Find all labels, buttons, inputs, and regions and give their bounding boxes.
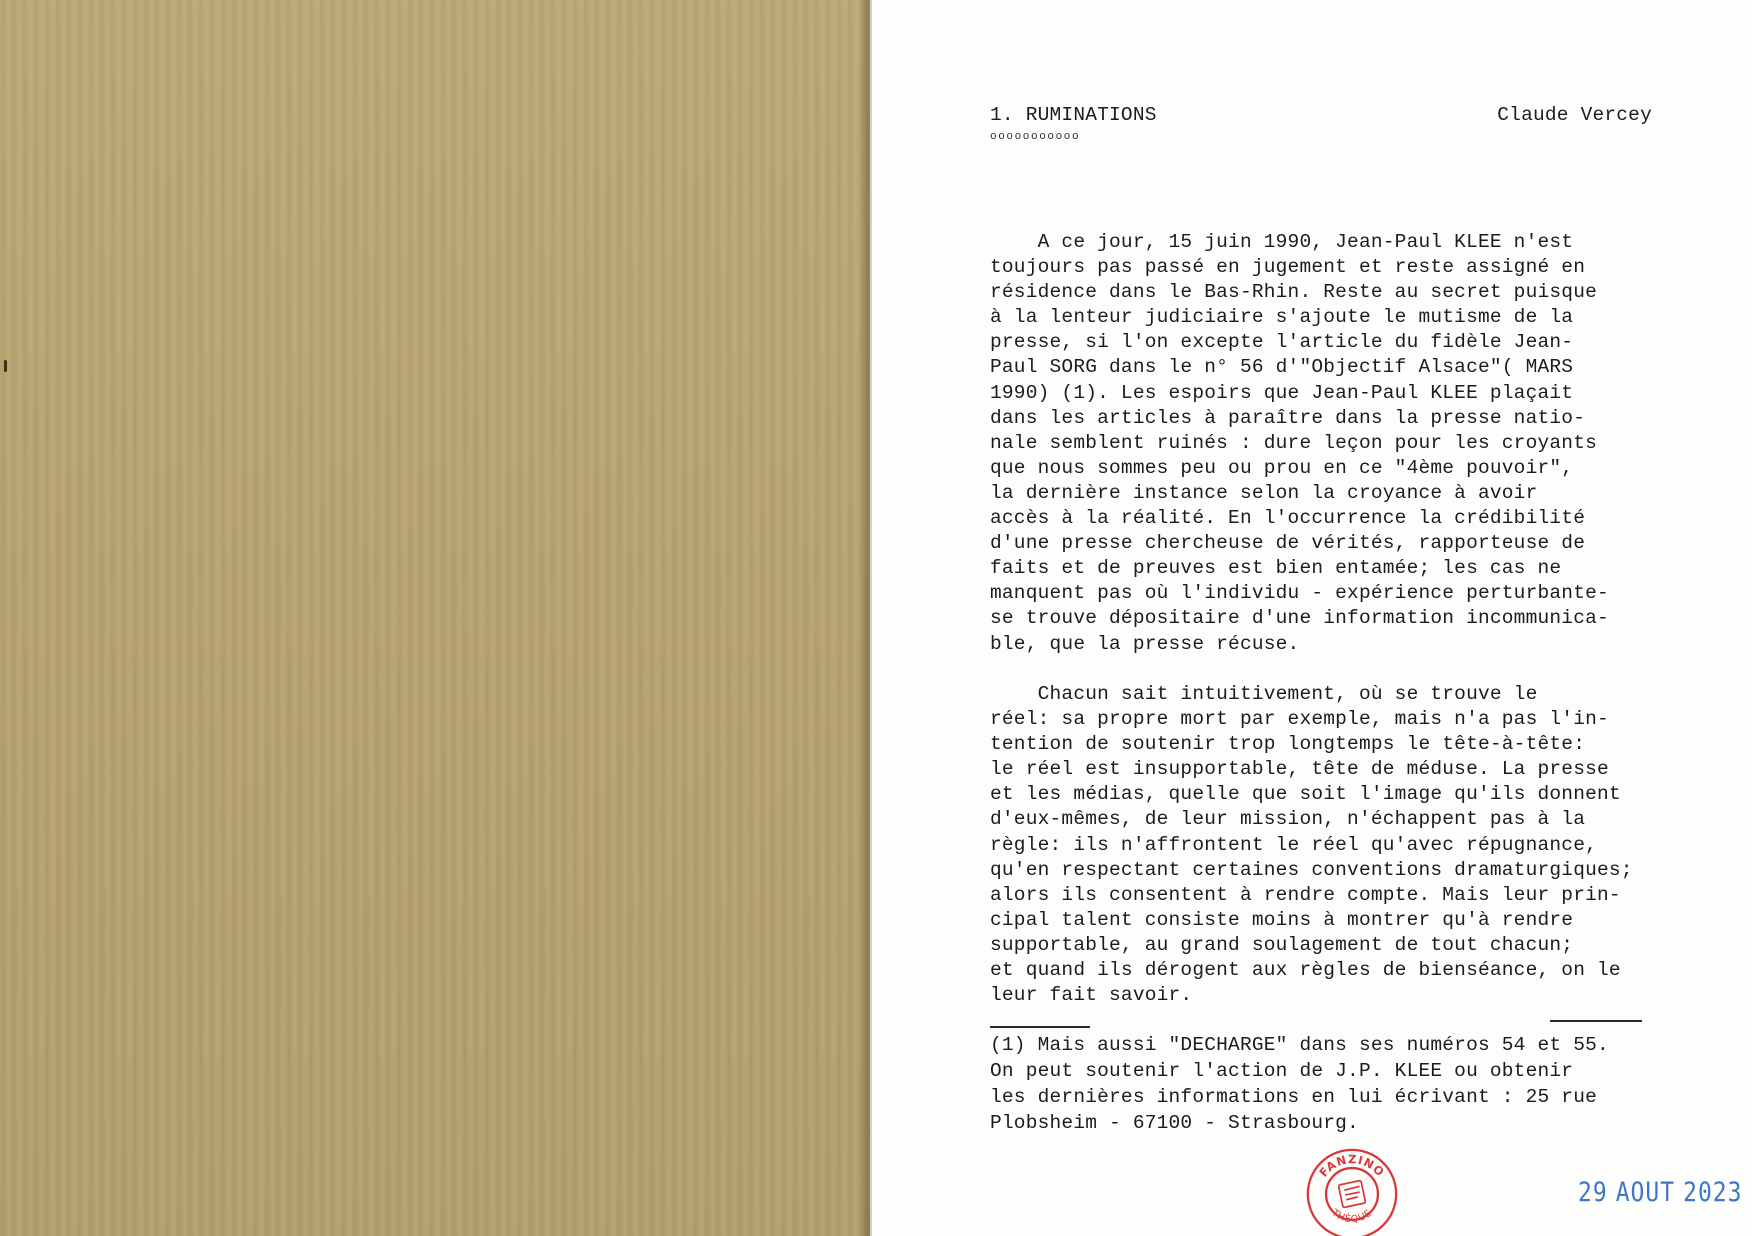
svg-text:THÈQUE [1329,1207,1375,1225]
date-month: AOUT [1615,1178,1676,1208]
title-dotted-underline: ooooooooooo [990,131,1081,143]
text-line: dans les articles à paraître dans la presse natio- [990,406,1586,429]
section-title: 1. RUMINATIONS [990,104,1157,126]
cover-mark [4,360,7,372]
paragraph-2 [990,682,1660,1008]
text-line: d'une presse chercheuse de vérités, rapporteuse de [990,532,1586,555]
footnote-line: les dernières informations en lui écrivant : 25 rue [990,1086,1597,1108]
text-line: alors ils consentent à rendre compte. Mais leur prin- [990,883,1621,906]
text-line: supportable, au grand soulagement de tout chacun; [990,933,1574,956]
text-line: le réel est insupportable, tête de méduse. La presse [990,758,1609,781]
text-line: faits et de preuves est bien entamée; les cas ne [990,557,1562,580]
footnote [990,1032,1660,1136]
text-line: nale semblent ruinés : dure leçon pour les croyants [990,431,1597,454]
footnote-rule-right [1550,1020,1642,1022]
text-line: manquent pas où l'individu - expérience perturbante- [990,582,1609,605]
text-line: se trouve dépositaire d'une information incommunica- [990,607,1609,630]
text-line: qu'en respectant certaines conventions dramaturgiques; [990,858,1633,881]
footnote-line: (1) Mais aussi "DECHARGE" dans ses numéros 54 et 55. [990,1034,1609,1056]
footnote-line: On peut soutenir l'action de J.P. KLEE ou obtenir [990,1060,1574,1082]
text-line: résidence dans le Bas-Rhin. Reste au secret puisque [990,281,1597,304]
paragraph-1 [990,230,1660,657]
date-year: 2023 [1683,1178,1743,1208]
date-received-stamp [1578,1178,1750,1208]
text-line: que nous sommes peu ou prou en ce "4ème pouvoir", [990,456,1574,479]
text-line: d'eux-mêmes, de leur mission, n'échappent pas à la [990,808,1586,831]
stamp-top-text: FANZINO [1316,1152,1388,1180]
text-line: ble, que la presse récuse. [990,632,1300,655]
text-line: leur fait savoir. [990,984,1193,1007]
footnote-rule-left [990,1026,1090,1028]
text-line: règle: ils n'affrontent le réel qu'avec répugnance, [990,833,1597,856]
stamp-book-icon [1338,1180,1365,1207]
author-name: Claude Vercey [1497,104,1652,126]
stamp-bottom-text: THÈQUE [1329,1207,1375,1226]
footnote-line: Plobsheim - 67100 - Strasbourg. [990,1112,1359,1134]
text-line: à la lenteur judiciaire s'ajoute le mutisme de la [990,306,1574,329]
text-line: cipal talent consiste moins à montrer qu'à rendre [990,908,1574,931]
text-line: presse, si l'on excepte l'article du fidèle Jean- [990,331,1574,354]
text-line: A ce jour, 15 juin 1990, Jean-Paul KLEE n'est [990,231,1574,253]
fanzinotheque-stamp-icon [1304,1146,1400,1236]
date-day: 29 [1578,1178,1608,1208]
text-line: Paul SORG dans le n° 56 d'"Objectif Alsace"( MARS [990,356,1574,379]
kraft-paper-cover [0,0,870,1236]
text-line: et quand ils dérogent aux règles de bienséance, on le [990,959,1621,982]
text-line: tention de soutenir trop longtemps le tête-à-tête: [990,733,1586,756]
text-line: accès à la réalité. En l'occurrence la crédibilité [990,507,1586,530]
text-line: réel: sa propre mort par exemple, mais n'a pas l'in- [990,708,1609,731]
text-line: et les médias, quelle que soit l'image qu'ils donnent [990,783,1621,806]
text-page [872,0,1752,1236]
text-line: 1990) (1). Les espoirs que Jean-Paul KLEE plaçait [990,381,1574,404]
text-line: toujours pas passé en jugement et reste assigné en [990,256,1586,279]
text-line: la dernière instance selon la croyance à avoir [990,481,1538,504]
text-line: Chacun sait intuitivement, où se trouve le [990,683,1538,705]
